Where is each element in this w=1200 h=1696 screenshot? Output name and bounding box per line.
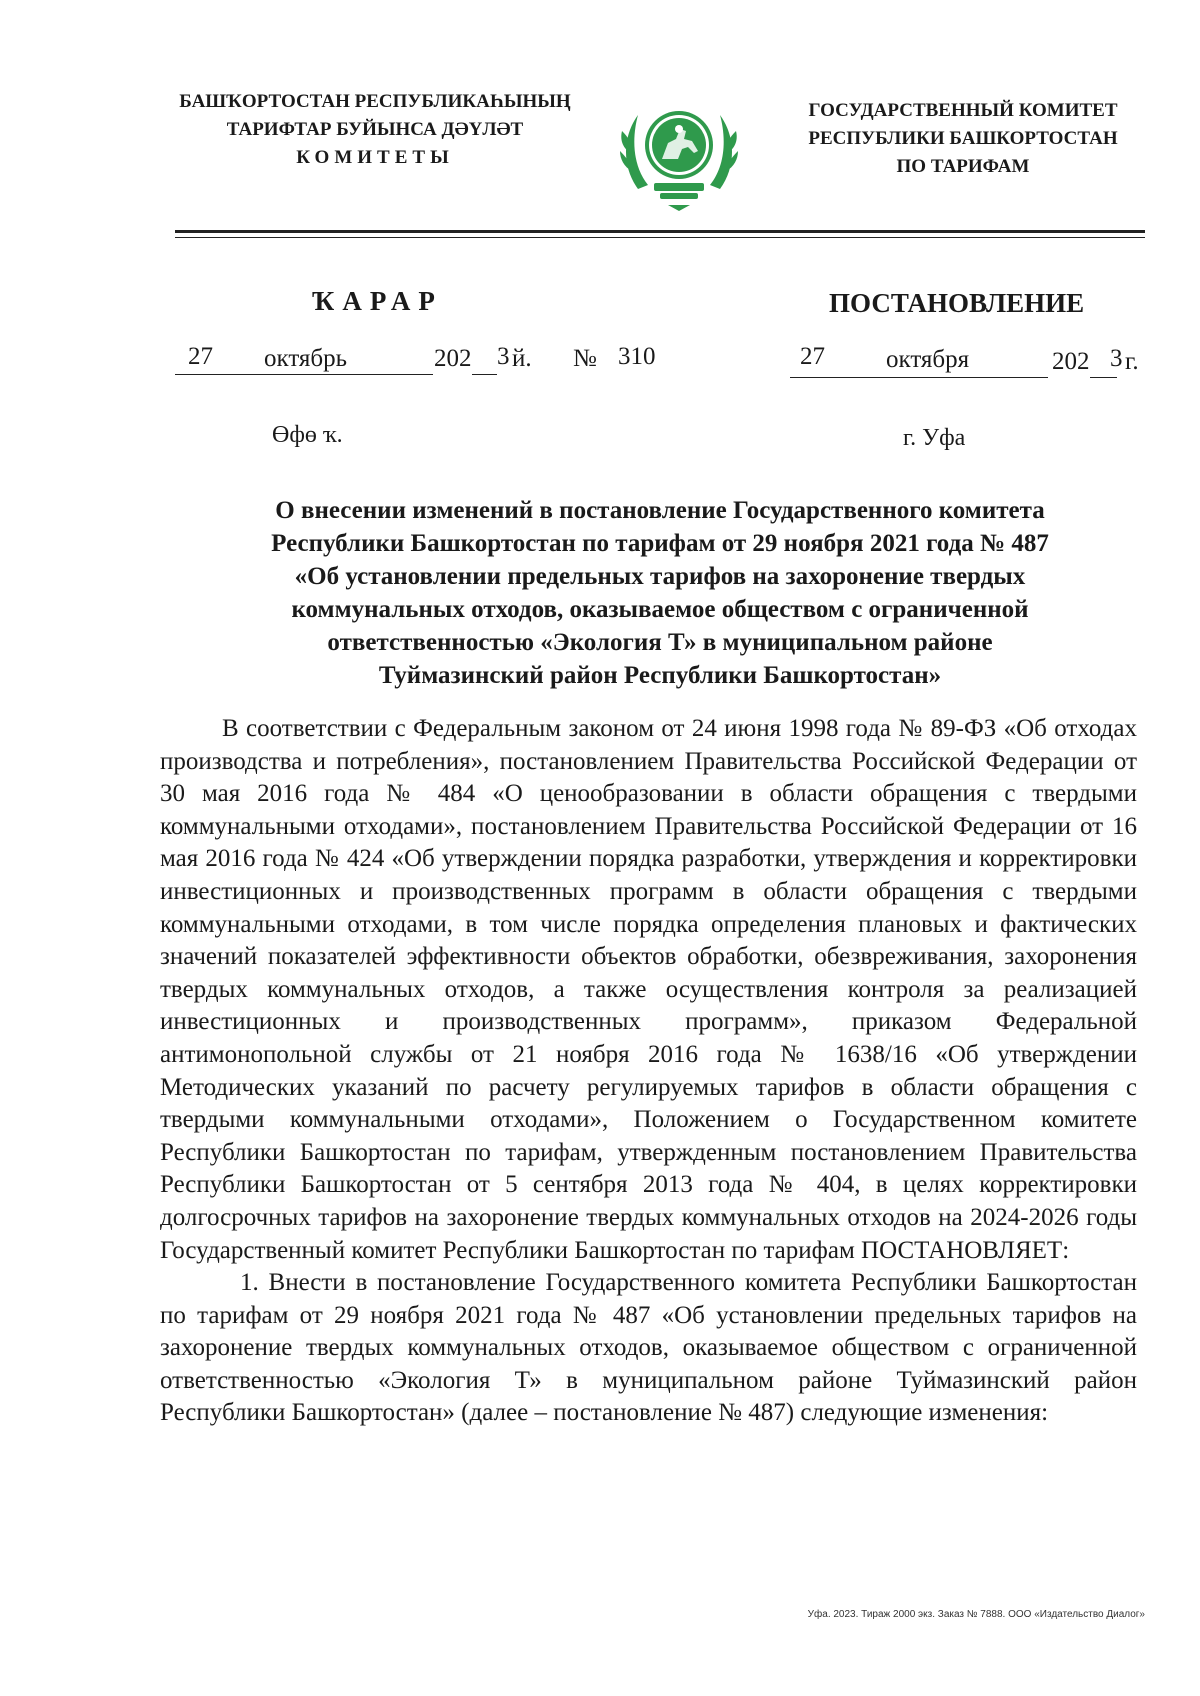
date-left-day: 27 — [188, 343, 213, 370]
date-left-year-prefix: 202 — [434, 345, 472, 372]
header-left-line-1: БАШҠОРТОСТАН РЕСПУБЛИКАҺЫНЫҢ — [179, 91, 571, 112]
header-right-line-3: ПО ТАРИФАМ — [896, 156, 1030, 177]
title-line-2: Республики Башкортостан по тарифам от 29 ноября 2021 года № 487 — [271, 530, 1049, 557]
doc-type-left: ҠАРАР — [312, 286, 443, 316]
header-rule-thin — [175, 237, 1145, 238]
body-paragraph-preamble: В соответствии с Федеральным законом от 24 июня 1998 года № 89-ФЗ «Об отходах производства и потребления», постановлением Правительства Российской Федерации от 30 мая 2016 года № 484 «О ценообразовании в области обращения с твердыми коммунальными отходами», постановлением Правительства Российской Федерации от 16 мая 2016 года № 424 «Об утверждении порядка разработки, утверждения и корректировки инвестиционных и производственных программ в области обращения с твердыми коммунальными отходами, в том числе порядка определения плановых и фактических значений показателей эффективности объектов обработки, обезвреживания, захоронения твердых коммунальных отходов, а также осуществления контроля за реализацией инвестиционных и производственных программ», приказом Федеральной антимонопольной службы от 21 ноября 2016 года № 1638/16 «Об утверждении Методических указаний по расчету регулируемых тарифов в области обращения с твердыми коммунальными отходами», Положением о Государственном комитете Республики Башкортостан по тарифам, утвержденным постановлением Правительства Республики Башкортостан от 5 сентября 2013 года № 404, в целях корректировки долгосрочных тарифов на захоронение твердых коммунальных отходов на 2024-2026 годы Государственный комитет Республики Башкортостан по тарифам ПОСТАНОВЛЯЕТ: — [160, 715, 1137, 1264]
title-line-4: коммунальных отходов, оказываемое обществом с ограниченной — [291, 596, 1029, 623]
doc-number-value: 310 — [618, 343, 656, 370]
date-right-suffix: г. — [1125, 348, 1139, 375]
doc-number-sign: № — [573, 345, 597, 372]
coat-of-arms-emblem — [618, 93, 740, 215]
date-right-month: октября — [886, 346, 970, 373]
header-right-line-1: ГОСУДАРСТВЕННЫЙ КОМИТЕТ — [808, 100, 1118, 121]
date-left-underline — [175, 374, 433, 375]
date-right-year-digit: 3 — [1110, 345, 1123, 372]
document-title — [175, 494, 1145, 692]
header-rule-thick — [175, 230, 1145, 233]
title-line-3: «Об установлении предельных тарифов на захоронение твердых — [294, 563, 1026, 590]
header-left-line-3: КОМИТЕТЫ — [296, 147, 454, 168]
body-paragraph-clause-1: 1. Внести в постановление Государственного комитета Республики Башкортостан по тарифам от 29 ноября 2021 года № 487 «Об установлении предельных тарифов на захоронение твердых коммунальных отходов, оказываемое обществом с ограниченной ответственностью «Экология Т» в муниципальном районе Туймазинский район Республики Башкортостан» (далее – постановление № 487) следующие изменения: — [160, 1269, 1137, 1427]
date-left-month: октябрь — [264, 345, 348, 372]
title-line-5: ответственностью «Экология Т» в муниципальном районе — [327, 629, 993, 656]
date-left-suffix: й. — [512, 345, 532, 372]
date-right-year-prefix: 202 — [1052, 348, 1090, 375]
doc-type-right: ПОСТАНОВЛЕНИЕ — [829, 288, 1085, 318]
date-left-year-underline — [472, 374, 497, 375]
date-left-year-digit: 3 — [497, 343, 510, 370]
city-left: Өфө ҡ. — [272, 422, 343, 448]
header-right-block — [778, 97, 1148, 181]
date-right-day: 27 — [800, 343, 825, 370]
title-line-6: Туймазинский район Республики Башкортостан» — [378, 662, 942, 689]
print-imprint: Уфа. 2023. Тираж 2000 экз. Заказ № 7888. ООО «Издательство Диалог» — [807, 1609, 1145, 1620]
document-body — [160, 713, 1137, 1430]
header-right-line-2: РЕСПУБЛИКИ БАШКОРТОСТАН — [808, 128, 1118, 149]
date-right-year-underline — [1090, 377, 1117, 378]
title-line-1: О внесении изменений в постановление Государственного комитета — [275, 497, 1045, 524]
date-right-underline — [790, 377, 1048, 378]
header-left-block — [165, 88, 585, 172]
city-right: г. Уфа — [903, 425, 966, 451]
header-left-line-2: ТАРИФТАР БУЙЫНСА ДӘҮЛӘТ — [226, 119, 524, 140]
